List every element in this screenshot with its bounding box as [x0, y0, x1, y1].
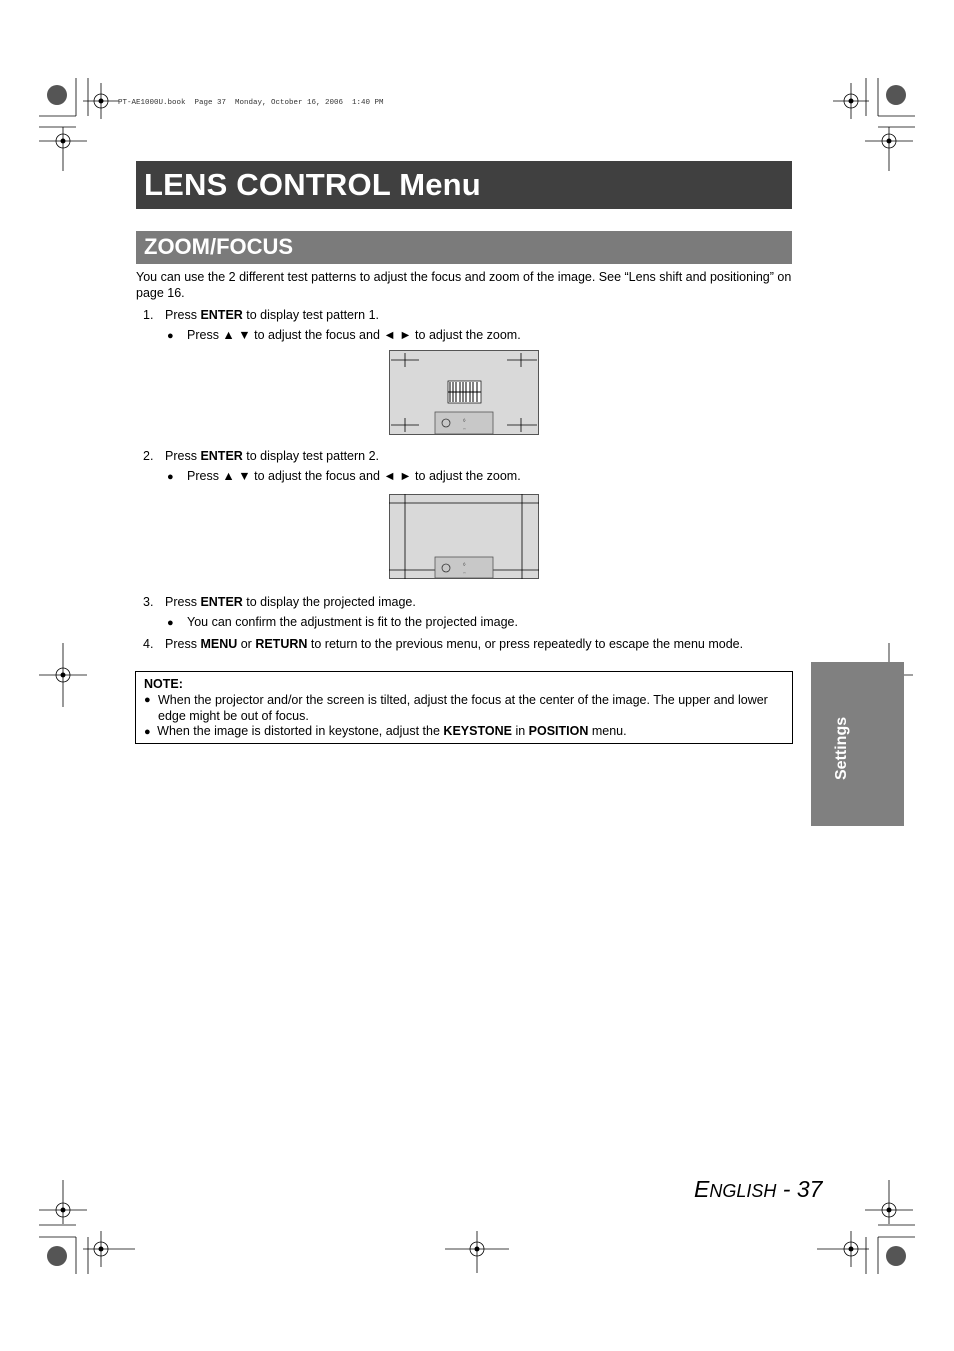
- intro-paragraph: You can use the 2 different test patterns to adjust the focus and zoom of the image. See “Lens shift and positioning” on page 16.: [136, 270, 792, 300]
- step-text: Press: [165, 637, 201, 651]
- bullet-icon: ●: [167, 617, 174, 629]
- key-keystone: KEYSTONE: [443, 724, 512, 738]
- key-enter: ENTER: [200, 308, 243, 322]
- footer-page-number: - 37: [776, 1176, 823, 1202]
- bullet-adjust-1: [167, 327, 521, 344]
- bullet-adjust-2: [167, 468, 521, 485]
- step-3: [143, 594, 416, 610]
- bullet-icon: ●: [167, 330, 174, 342]
- step-4: [143, 636, 744, 652]
- note-item-2-text: When the image is distorted in keystone, adjust the: [157, 724, 444, 738]
- key-enter: ENTER: [200, 595, 243, 609]
- svg-text:◦◦: ◦◦: [463, 426, 466, 431]
- book-header-line: PT-AE1000U.book Page 37 Monday, October 16, 2006 1:40 PM: [118, 99, 384, 107]
- bullet-confirm: [167, 614, 518, 631]
- step-text: Press: [165, 595, 201, 609]
- step-number: 2.: [143, 449, 154, 463]
- note-item-1: [144, 692, 784, 724]
- svg-text:◊: ◊: [463, 418, 466, 424]
- footer-language-initial: E: [694, 1176, 710, 1202]
- footer-language-rest: NGLISH: [709, 1181, 777, 1201]
- step-text: to return to the previous menu, or press repeatedly to escape the menu mode.: [307, 637, 744, 651]
- note-item-2-text: in: [511, 724, 529, 738]
- note-item-2: [144, 723, 627, 740]
- note-item-2-text: menu.: [588, 724, 627, 738]
- bullet-text: You can confirm the adjustment is fit to the projected image.: [187, 615, 518, 629]
- bullet-text: Press ▲ ▼ to adjust the focus and ◄ ► to adjust the zoom.: [187, 328, 521, 342]
- svg-text:◊: ◊: [463, 562, 466, 568]
- settings-side-tab: [811, 662, 904, 826]
- test-pattern-1-image: [389, 350, 539, 435]
- step-number: 3.: [143, 595, 154, 609]
- key-return: RETURN: [255, 637, 308, 651]
- svg-text:◦◦: ◦◦: [463, 570, 466, 575]
- step-2: [143, 448, 380, 464]
- note-item-1-text: When the projector and/or the screen is tilted, adjust the focus at the center of the image. The upper and lower edge might be out of focus.: [158, 693, 768, 723]
- step-text: Press: [165, 308, 201, 322]
- step-number: 4.: [143, 637, 154, 651]
- step-text: Press: [165, 449, 201, 463]
- title-bar: [136, 161, 792, 209]
- section-bar: [136, 231, 792, 264]
- step-text: to display the projected image.: [242, 595, 416, 609]
- test-pattern-2-image: [389, 494, 539, 579]
- page-footer: [694, 1176, 822, 1203]
- key-position: POSITION: [528, 724, 589, 738]
- bullet-text: Press ▲ ▼ to adjust the focus and ◄ ► to adjust the zoom.: [187, 469, 521, 483]
- step-1: [143, 307, 380, 323]
- note-title: NOTE:: [144, 677, 183, 691]
- key-menu: MENU: [200, 637, 238, 651]
- step-text: or: [237, 637, 256, 651]
- note-box: [135, 671, 793, 744]
- bullet-icon: ●: [167, 471, 174, 483]
- bullet-icon: ●: [144, 726, 151, 738]
- key-enter: ENTER: [200, 449, 243, 463]
- bullet-icon: ●: [144, 694, 151, 706]
- page-title: LENS CONTROL Menu: [144, 167, 481, 202]
- step-text: to display test pattern 2.: [242, 449, 380, 463]
- step-text: to display test pattern 1.: [242, 308, 380, 322]
- section-title: ZOOM/FOCUS: [144, 234, 294, 259]
- side-tab-label: Settings: [833, 716, 850, 780]
- step-number: 1.: [143, 308, 154, 322]
